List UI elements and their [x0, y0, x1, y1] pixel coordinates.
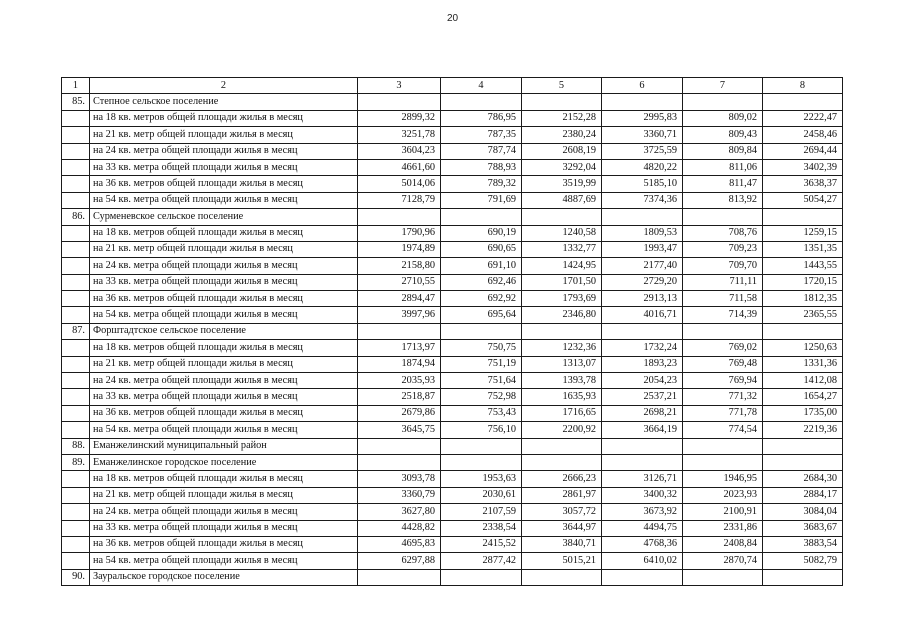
- value-cell: 690,65: [441, 241, 522, 257]
- value-cell: 752,98: [441, 389, 522, 405]
- value-cell: 3400,32: [602, 487, 683, 503]
- value-cell: 5185,10: [602, 176, 683, 192]
- value-cell: 1812,35: [763, 291, 843, 307]
- description-cell: на 21 кв. метр общей площади жилья в месяц: [90, 356, 358, 372]
- value-cell: 3251,78: [358, 127, 441, 143]
- row-number-cell: [62, 241, 90, 257]
- value-cell: 2035,93: [358, 373, 441, 389]
- value-cell: 2152,28: [522, 110, 602, 126]
- description-cell: на 33 кв. метра общей площади жилья в месяц: [90, 274, 358, 290]
- table-row: [62, 143, 843, 159]
- value-cell: 787,74: [441, 143, 522, 159]
- value-cell: 1250,63: [763, 340, 843, 356]
- value-cell: 2666,23: [522, 471, 602, 487]
- value-cell: [522, 569, 602, 585]
- table-row: [62, 536, 843, 552]
- description-cell: на 54 кв. метра общей площади жилья в месяц: [90, 553, 358, 569]
- row-number-cell: [62, 487, 90, 503]
- value-cell: 2684,30: [763, 471, 843, 487]
- description-cell: на 33 кв. метра общей площади жилья в месяц: [90, 520, 358, 536]
- value-cell: 1809,53: [602, 225, 683, 241]
- value-cell: 1240,58: [522, 225, 602, 241]
- value-cell: 1713,97: [358, 340, 441, 356]
- value-cell: [683, 323, 763, 339]
- value-cell: [602, 323, 683, 339]
- value-cell: [441, 94, 522, 110]
- table-row: [62, 471, 843, 487]
- value-cell: [522, 454, 602, 470]
- value-cell: [358, 94, 441, 110]
- value-cell: 2346,80: [522, 307, 602, 323]
- value-cell: 2608,19: [522, 143, 602, 159]
- value-cell: 3683,67: [763, 520, 843, 536]
- description-cell: Сурменевское сельское поселение: [90, 209, 358, 225]
- value-cell: 1793,69: [522, 291, 602, 307]
- table-row-section: [62, 569, 843, 585]
- row-number-cell: [62, 258, 90, 274]
- table-row: [62, 520, 843, 536]
- value-cell: 4695,83: [358, 536, 441, 552]
- value-cell: [602, 209, 683, 225]
- value-cell: 771,32: [683, 389, 763, 405]
- value-cell: [441, 438, 522, 454]
- table-row-section: [62, 94, 843, 110]
- table-row: [62, 422, 843, 438]
- value-cell: 771,78: [683, 405, 763, 421]
- value-cell: 714,39: [683, 307, 763, 323]
- row-number-cell: [62, 291, 90, 307]
- table-row-section: [62, 454, 843, 470]
- value-cell: 1313,07: [522, 356, 602, 372]
- description-cell: Еманжелинское городское поселение: [90, 454, 358, 470]
- value-cell: 5015,21: [522, 553, 602, 569]
- value-cell: [683, 438, 763, 454]
- value-cell: 2870,74: [683, 553, 763, 569]
- value-cell: 1732,24: [602, 340, 683, 356]
- value-cell: 2698,21: [602, 405, 683, 421]
- value-cell: 1332,77: [522, 241, 602, 257]
- table-row: [62, 487, 843, 503]
- value-cell: 787,35: [441, 127, 522, 143]
- value-cell: 4428,82: [358, 520, 441, 536]
- row-number-cell: [62, 176, 90, 192]
- description-cell: на 54 кв. метра общей площади жилья в месяц: [90, 307, 358, 323]
- row-number-cell: 90.: [62, 569, 90, 585]
- value-cell: 1412,08: [763, 373, 843, 389]
- value-cell: 3604,23: [358, 143, 441, 159]
- value-cell: 3644,97: [522, 520, 602, 536]
- value-cell: 2458,46: [763, 127, 843, 143]
- value-cell: 3638,37: [763, 176, 843, 192]
- value-cell: 5054,27: [763, 192, 843, 208]
- value-cell: 708,76: [683, 225, 763, 241]
- description-cell: Форштадтское сельское поселение: [90, 323, 358, 339]
- value-cell: 2408,84: [683, 536, 763, 552]
- row-number-cell: 86.: [62, 209, 90, 225]
- value-cell: 769,02: [683, 340, 763, 356]
- value-cell: 2679,86: [358, 405, 441, 421]
- row-number-cell: 87.: [62, 323, 90, 339]
- value-cell: 1720,15: [763, 274, 843, 290]
- value-cell: [763, 569, 843, 585]
- description-cell: Зауральское городское поселение: [90, 569, 358, 585]
- column-header: 3: [358, 78, 441, 94]
- description-cell: Еманжелинский муниципальный район: [90, 438, 358, 454]
- value-cell: 3627,80: [358, 504, 441, 520]
- value-cell: 3997,96: [358, 307, 441, 323]
- value-cell: [441, 454, 522, 470]
- value-cell: 692,92: [441, 291, 522, 307]
- value-cell: 1993,47: [602, 241, 683, 257]
- table-row-section: [62, 323, 843, 339]
- value-cell: 3519,99: [522, 176, 602, 192]
- description-cell: на 54 кв. метра общей площади жилья в месяц: [90, 422, 358, 438]
- row-number-cell: [62, 356, 90, 372]
- value-cell: 711,58: [683, 291, 763, 307]
- value-cell: 750,75: [441, 340, 522, 356]
- description-cell: на 24 кв. метра общей площади жилья в месяц: [90, 373, 358, 389]
- value-cell: 2107,59: [441, 504, 522, 520]
- value-cell: 4494,75: [602, 520, 683, 536]
- value-cell: 3883,54: [763, 536, 843, 552]
- value-cell: 788,93: [441, 159, 522, 175]
- value-cell: 811,47: [683, 176, 763, 192]
- value-cell: 1443,55: [763, 258, 843, 274]
- value-cell: [763, 454, 843, 470]
- row-number-cell: [62, 192, 90, 208]
- description-cell: на 24 кв. метра общей площади жилья в месяц: [90, 504, 358, 520]
- column-header: 6: [602, 78, 683, 94]
- table-row: [62, 553, 843, 569]
- value-cell: [358, 454, 441, 470]
- value-cell: 2158,80: [358, 258, 441, 274]
- table-row: [62, 274, 843, 290]
- value-cell: 2537,21: [602, 389, 683, 405]
- value-cell: 4887,69: [522, 192, 602, 208]
- row-number-cell: [62, 159, 90, 175]
- value-cell: 751,64: [441, 373, 522, 389]
- value-cell: [602, 94, 683, 110]
- value-cell: 2877,42: [441, 553, 522, 569]
- row-number-cell: [62, 471, 90, 487]
- column-header: 2: [90, 78, 358, 94]
- value-cell: 2100,91: [683, 504, 763, 520]
- value-cell: 1654,27: [763, 389, 843, 405]
- row-number-cell: [62, 110, 90, 126]
- table-row: [62, 504, 843, 520]
- row-number-cell: [62, 274, 90, 290]
- description-cell: на 18 кв. метров общей площади жилья в месяц: [90, 340, 358, 356]
- value-cell: 2729,20: [602, 274, 683, 290]
- value-cell: 2995,83: [602, 110, 683, 126]
- value-cell: 809,43: [683, 127, 763, 143]
- value-cell: 2338,54: [441, 520, 522, 536]
- table-row: [62, 405, 843, 421]
- description-cell: на 24 кв. метра общей площади жилья в месяц: [90, 143, 358, 159]
- value-cell: 1974,89: [358, 241, 441, 257]
- value-cell: 2380,24: [522, 127, 602, 143]
- value-cell: 1790,96: [358, 225, 441, 241]
- description-cell: на 21 кв. метр общей площади жилья в месяц: [90, 127, 358, 143]
- value-cell: 1393,78: [522, 373, 602, 389]
- value-cell: 2023,93: [683, 487, 763, 503]
- value-cell: [763, 438, 843, 454]
- value-cell: 709,23: [683, 241, 763, 257]
- value-cell: 5082,79: [763, 553, 843, 569]
- value-cell: 2222,47: [763, 110, 843, 126]
- value-cell: [683, 94, 763, 110]
- value-cell: 2415,52: [441, 536, 522, 552]
- value-cell: 1953,63: [441, 471, 522, 487]
- value-cell: [522, 323, 602, 339]
- description-cell: на 33 кв. метра общей площади жилья в месяц: [90, 389, 358, 405]
- row-number-cell: 89.: [62, 454, 90, 470]
- value-cell: 753,43: [441, 405, 522, 421]
- value-cell: 1331,36: [763, 356, 843, 372]
- value-cell: 811,06: [683, 159, 763, 175]
- table-row: [62, 307, 843, 323]
- table-row: [62, 373, 843, 389]
- value-cell: 3360,71: [602, 127, 683, 143]
- column-header: 1: [62, 78, 90, 94]
- value-cell: [441, 569, 522, 585]
- value-cell: 3360,79: [358, 487, 441, 503]
- value-cell: 3093,78: [358, 471, 441, 487]
- value-cell: 3645,75: [358, 422, 441, 438]
- table-row-section: [62, 438, 843, 454]
- value-cell: 3292,04: [522, 159, 602, 175]
- value-cell: 2710,55: [358, 274, 441, 290]
- value-cell: 1232,36: [522, 340, 602, 356]
- value-cell: [602, 454, 683, 470]
- value-cell: [683, 454, 763, 470]
- column-header: 8: [763, 78, 843, 94]
- value-cell: 1635,93: [522, 389, 602, 405]
- value-cell: 3725,59: [602, 143, 683, 159]
- value-cell: [683, 209, 763, 225]
- value-cell: 2913,13: [602, 291, 683, 307]
- table-row: [62, 258, 843, 274]
- value-cell: 1716,65: [522, 405, 602, 421]
- table-row: [62, 389, 843, 405]
- value-cell: 2177,40: [602, 258, 683, 274]
- row-number-cell: [62, 536, 90, 552]
- table-row-section: [62, 209, 843, 225]
- table-row: [62, 241, 843, 257]
- value-cell: 1946,95: [683, 471, 763, 487]
- row-number-cell: [62, 373, 90, 389]
- value-cell: 789,32: [441, 176, 522, 192]
- table-row: [62, 356, 843, 372]
- value-cell: [358, 438, 441, 454]
- column-header: 7: [683, 78, 763, 94]
- table-row: [62, 159, 843, 175]
- value-cell: 1874,94: [358, 356, 441, 372]
- table-row: [62, 340, 843, 356]
- description-cell: на 54 кв. метра общей площади жилья в месяц: [90, 192, 358, 208]
- value-cell: 3084,04: [763, 504, 843, 520]
- value-cell: 2331,86: [683, 520, 763, 536]
- value-cell: 2518,87: [358, 389, 441, 405]
- value-cell: 751,19: [441, 356, 522, 372]
- value-cell: 3126,71: [602, 471, 683, 487]
- value-cell: 2030,61: [441, 487, 522, 503]
- table-row: [62, 176, 843, 192]
- description-cell: на 36 кв. метров общей площади жилья в месяц: [90, 405, 358, 421]
- description-cell: на 33 кв. метра общей площади жилья в месяц: [90, 159, 358, 175]
- value-cell: [522, 94, 602, 110]
- value-cell: 2894,47: [358, 291, 441, 307]
- value-cell: 3057,72: [522, 504, 602, 520]
- row-number-cell: [62, 127, 90, 143]
- value-cell: 2365,55: [763, 307, 843, 323]
- value-cell: 2861,97: [522, 487, 602, 503]
- value-cell: 809,84: [683, 143, 763, 159]
- value-cell: 6297,88: [358, 553, 441, 569]
- description-cell: на 36 кв. метров общей площади жилья в месяц: [90, 176, 358, 192]
- description-cell: на 18 кв. метров общей площади жилья в месяц: [90, 225, 358, 241]
- value-cell: 2054,23: [602, 373, 683, 389]
- value-cell: 695,64: [441, 307, 522, 323]
- value-cell: 2200,92: [522, 422, 602, 438]
- value-cell: [763, 94, 843, 110]
- row-number-cell: [62, 225, 90, 241]
- table-row: [62, 225, 843, 241]
- value-cell: 692,46: [441, 274, 522, 290]
- value-cell: 3402,39: [763, 159, 843, 175]
- value-cell: 3673,92: [602, 504, 683, 520]
- value-cell: [441, 209, 522, 225]
- value-cell: 774,54: [683, 422, 763, 438]
- column-header: 5: [522, 78, 602, 94]
- value-cell: 791,69: [441, 192, 522, 208]
- tariff-table: [61, 77, 843, 586]
- row-number-cell: 85.: [62, 94, 90, 110]
- value-cell: [602, 438, 683, 454]
- row-number-cell: [62, 520, 90, 536]
- description-cell: Степное сельское поселение: [90, 94, 358, 110]
- value-cell: [763, 323, 843, 339]
- value-cell: [358, 209, 441, 225]
- table-row: [62, 291, 843, 307]
- value-cell: 4661,60: [358, 159, 441, 175]
- description-cell: на 36 кв. метров общей площади жилья в месяц: [90, 291, 358, 307]
- page-number: 20: [446, 13, 459, 24]
- row-number-cell: [62, 504, 90, 520]
- value-cell: [602, 569, 683, 585]
- value-cell: [522, 438, 602, 454]
- value-cell: 769,48: [683, 356, 763, 372]
- value-cell: 769,94: [683, 373, 763, 389]
- value-cell: 709,70: [683, 258, 763, 274]
- value-cell: 756,10: [441, 422, 522, 438]
- value-cell: [763, 209, 843, 225]
- value-cell: [358, 323, 441, 339]
- column-header: 4: [441, 78, 522, 94]
- value-cell: 4768,36: [602, 536, 683, 552]
- description-cell: на 21 кв. метр общей площади жилья в месяц: [90, 487, 358, 503]
- row-number-cell: [62, 405, 90, 421]
- value-cell: [358, 569, 441, 585]
- value-cell: 5014,06: [358, 176, 441, 192]
- value-cell: 2884,17: [763, 487, 843, 503]
- description-cell: на 18 кв. метров общей площади жилья в месяц: [90, 110, 358, 126]
- row-number-cell: 88.: [62, 438, 90, 454]
- table-row: [62, 127, 843, 143]
- header-row: [62, 78, 843, 94]
- value-cell: 1893,23: [602, 356, 683, 372]
- table-row: [62, 192, 843, 208]
- value-cell: 4016,71: [602, 307, 683, 323]
- row-number-cell: [62, 340, 90, 356]
- description-cell: на 21 кв. метр общей площади жилья в месяц: [90, 241, 358, 257]
- row-number-cell: [62, 143, 90, 159]
- value-cell: [441, 323, 522, 339]
- value-cell: 4820,22: [602, 159, 683, 175]
- row-number-cell: [62, 422, 90, 438]
- table-row: [62, 110, 843, 126]
- value-cell: 690,19: [441, 225, 522, 241]
- value-cell: 2219,36: [763, 422, 843, 438]
- row-number-cell: [62, 389, 90, 405]
- value-cell: 813,92: [683, 192, 763, 208]
- description-cell: на 24 кв. метра общей площади жилья в месяц: [90, 258, 358, 274]
- value-cell: [683, 569, 763, 585]
- value-cell: [522, 209, 602, 225]
- description-cell: на 18 кв. метров общей площади жилья в месяц: [90, 471, 358, 487]
- value-cell: 1259,15: [763, 225, 843, 241]
- value-cell: 1351,35: [763, 241, 843, 257]
- value-cell: 1701,50: [522, 274, 602, 290]
- value-cell: 2899,32: [358, 110, 441, 126]
- value-cell: 1735,00: [763, 405, 843, 421]
- description-cell: на 36 кв. метров общей площади жилья в месяц: [90, 536, 358, 552]
- value-cell: 1424,95: [522, 258, 602, 274]
- value-cell: 7128,79: [358, 192, 441, 208]
- value-cell: 6410,02: [602, 553, 683, 569]
- value-cell: 711,11: [683, 274, 763, 290]
- value-cell: 809,02: [683, 110, 763, 126]
- value-cell: 3664,19: [602, 422, 683, 438]
- value-cell: 2694,44: [763, 143, 843, 159]
- value-cell: 3840,71: [522, 536, 602, 552]
- value-cell: 7374,36: [602, 192, 683, 208]
- row-number-cell: [62, 307, 90, 323]
- value-cell: 786,95: [441, 110, 522, 126]
- value-cell: 691,10: [441, 258, 522, 274]
- row-number-cell: [62, 553, 90, 569]
